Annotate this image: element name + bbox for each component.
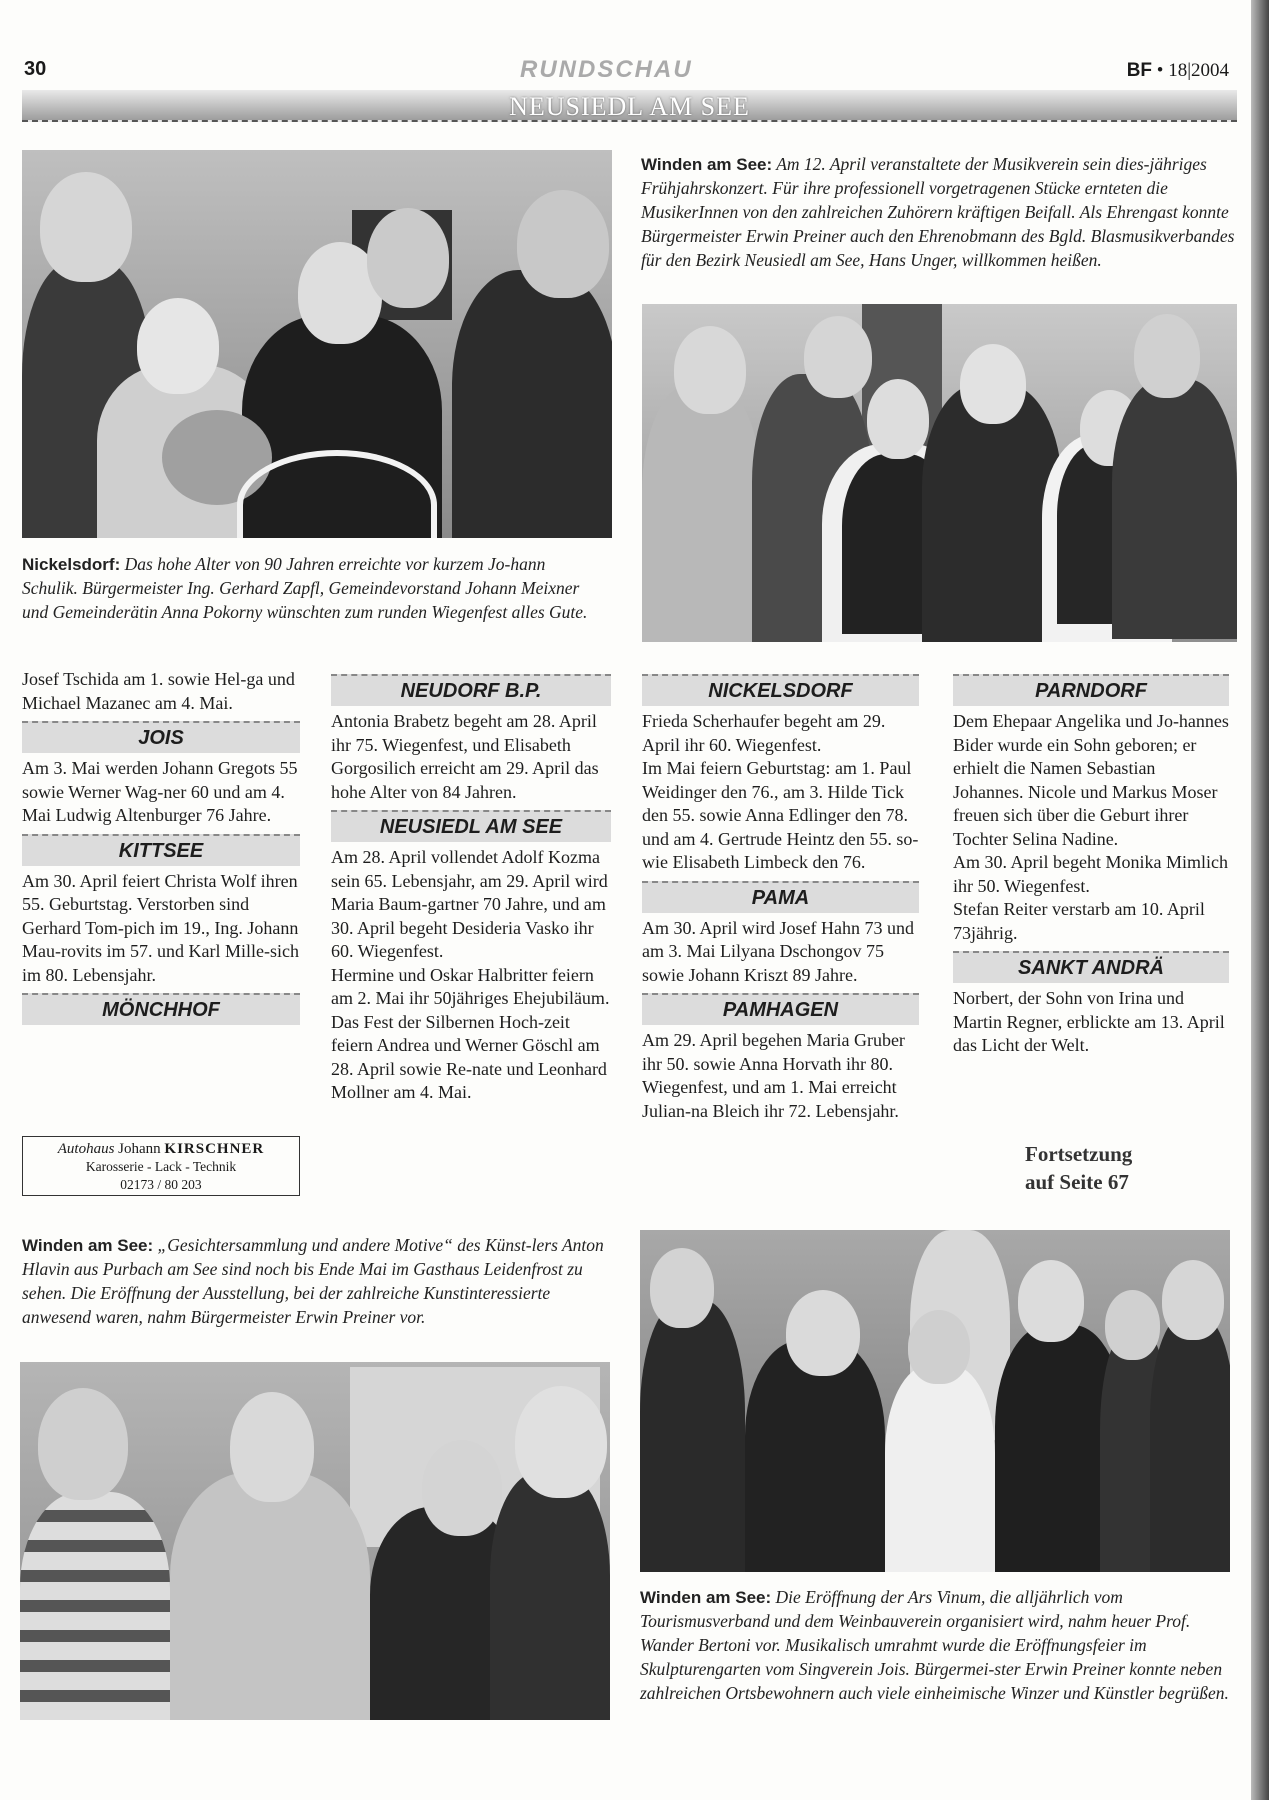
- text-intro: Josef Tschida am 1. sowie Hel-ga und Michael Mazanec am 4. Mai.: [22, 669, 295, 713]
- ad-phone: 02173 / 80 203: [120, 1177, 202, 1192]
- ad-services: Karosserie - Lack - Technik: [85, 1159, 237, 1174]
- heading-moenchhof: MÖNCHHOF: [22, 993, 300, 1025]
- caption-nickelsdorf: [22, 552, 602, 624]
- caption-place: Nickelsdorf:: [22, 555, 121, 574]
- continuation-line-2: auf Seite 67: [1025, 1170, 1129, 1194]
- heading-pama: PAMA: [642, 881, 919, 913]
- heading-pamhagen: PAMHAGEN: [642, 993, 919, 1025]
- text-sankt-andrae: Norbert, der Sohn von Irina und Martin Regner, erblickte am 13. April das Licht der Welt.: [953, 988, 1225, 1055]
- ad-name: KIRSCHNER: [164, 1141, 265, 1157]
- issue-separator: •: [1156, 60, 1164, 81]
- caption-text: Am 12. April veranstaltete der Musikverein sein dies-jähriges Frühjahrskonzert. Für ihre professionell vorgetragenen Stücke ernteten die MusikerInnen von den zahlreichen Zuhörern kräftigen Beifall. Als Ehrengast konnte Bürgermeister Erwin Preiner auch den Ehrenobmann des Bgld. Blasmusikverbandes für den Bezirk Neusiedl am See, Hans Unger, willkommen heißen.: [641, 154, 1235, 270]
- text-nickelsdorf-2: Im Mai feiern Geburtstag: am 1. Paul Weidinger den 76., am 3. Hilde Tick den 55. sowie Anna Edlinger den 78. und am 4. Gertrude Heintz den 55. so-wie Elisabeth Limbeck den 76.: [642, 758, 919, 872]
- text-parndorf-2: Am 30. April begeht Monika Mimlich ihr 50. Wiegenfest.: [953, 852, 1228, 896]
- text-jois: Am 3. Mai werden Johann Gregots 55 sowie Werner Wag-ner 60 und am 4. Mai Ludwig Altenburger 76 Jahre.: [22, 758, 298, 825]
- ad-kirschner: [22, 1136, 300, 1196]
- text-parndorf-3: Stefan Reiter verstarb am 10. April 73jährig.: [953, 899, 1205, 943]
- heading-nickelsdorf: NICKELSDORF: [642, 674, 919, 706]
- heading-sankt-andrae: SANKT ANDRÄ: [953, 951, 1229, 983]
- section-title: NEUSIEDL AM SEE: [509, 92, 750, 121]
- photo-winden-ausstellung: [20, 1362, 610, 1720]
- photo-winden-musikverein: [642, 304, 1237, 642]
- caption-winden-ausstellung: [22, 1233, 612, 1329]
- caption-winden-musikverein: [641, 152, 1241, 272]
- caption-place: Winden am See:: [22, 1236, 154, 1255]
- text-neusiedl-2: Hermine und Oskar Halbritter feiern am 2. Mai ihr 50jähriges Ehejubiläum.: [331, 964, 610, 1008]
- column-1: [22, 668, 300, 1029]
- issue-info: [1127, 60, 1229, 82]
- text-nickelsdorf-1: Frieda Scherhaufer begeht am 29. April ihr 60. Wiegenfest.: [642, 711, 886, 755]
- text-pama: Am 30. April wird Josef Hahn 73 und am 3. Mai Lilyana Dschongov 75 sowie Johann Kriszt 89 Jahre.: [642, 917, 914, 985]
- text-parndorf-1: Dem Ehepaar Angelika und Jo-hannes Bider wurde ein Sohn geboren; er erhielt die Namen Sebastian Johannes. Nicole und Markus Moser freuen sich über die Geburt ihrer Tochter Selina Nadine.: [953, 711, 1229, 849]
- column-4: [953, 674, 1229, 1058]
- caption-winden-ars-vinum: [640, 1585, 1230, 1705]
- ad-title: [23, 1140, 299, 1158]
- issue-number: 18|2004: [1168, 60, 1229, 81]
- text-neusiedl-1: Am 28. April vollendet Adolf Kozma sein 65. Lebensjahr, am 29. April wird Maria Baum-gartner 70 Jahre, und am 30. April begeht Desideria Vasko ihr 60. Wiegenfest.: [331, 847, 608, 961]
- photo-winden-ars-vinum: [640, 1230, 1230, 1572]
- text-neusiedl-3: Das Fest der Silbernen Hoch-zeit feiern Andrea und Werner Göschl am 28. April sowie Re-nate und Leonhard Mollner am 4. Mai.: [331, 1011, 607, 1102]
- photo-nickelsdorf: [22, 150, 612, 538]
- caption-place: Winden am See:: [641, 155, 773, 174]
- column-2: [331, 674, 611, 1105]
- masthead: RUNDSCHAU: [520, 56, 693, 83]
- heading-jois: JOIS: [22, 721, 300, 753]
- page-number: 30: [24, 58, 47, 80]
- text-pamhagen: Am 29. April begehen Maria Gruber ihr 50. sowie Anna Horvath ihr 80. Wiegenfest, und am 1. Mai erreicht Julian-na Bleich ihr 72. Lebensjahr.: [642, 1030, 905, 1121]
- continuation-note: [1025, 1140, 1132, 1196]
- page-edge-shadow: [1251, 0, 1269, 1800]
- heading-kittsee: KITTSEE: [22, 834, 300, 866]
- caption-text: Die Eröffnung der Ars Vinum, die alljährlich vom Tourismusverband und dem Weinbauverein organisiert wird, nahm heuer Prof. Wander Bertoni vor. Musikalisch umrahmt wurde die Eröffnungsfeier im Skulpturengarten vom Singverein Jois. Bürgermei-ster Erwin Preiner konnte neben zahlreichen Ortsbewohnern auch viele einheimische Winzer und Künstler begrüßen.: [640, 1587, 1229, 1703]
- caption-text: Das hohe Alter von 90 Jahren erreichte vor kurzem Jo-hann Schulik. Bürgermeister Ing. Gerhard Zapfl, Gemeindevorstand Johann Meixner und Gemeinderätin Anna Pokorny wünschten zum runden Wiegenfest alles Gute.: [22, 554, 588, 622]
- issue-prefix: BF: [1126, 60, 1153, 81]
- column-3: [642, 674, 919, 1123]
- caption-place: Winden am See:: [640, 1588, 772, 1607]
- ad-prefix: Autohaus: [57, 1141, 115, 1157]
- continuation-line-1: Fortsetzung: [1025, 1142, 1133, 1166]
- text-neudorf: Antonia Brabetz begeht am 28. April ihr 75. Wiegenfest, und Elisabeth Gorgosilich erreicht am 29. April das hohe Alter von 84 Jahren.: [331, 711, 599, 802]
- caption-text: „Gesichtersammlung und andere Motive“ des Künst-lers Anton Hlavin aus Purbach am See sind noch bis Ende Mai im Gasthaus Leidenfrost zu sehen. Die Eröffnung der Ausstellung, bei der zahlreiche Kunstinteressierte anwesend waren, nahm Bürgermeister Erwin Preiner vor.: [22, 1235, 604, 1327]
- text-kittsee: Am 30. April feiert Christa Wolf ihren 55. Geburtstag. Verstorben sind Gerhard Tom-pich im 19., Ing. Johann Mau-rovits im 57. und Karl Mille-sich im 80. Lebensjahr.: [22, 870, 299, 985]
- ad-first-name: Johann: [118, 1141, 161, 1157]
- heading-neusiedl: NEUSIEDL AM SEE: [331, 810, 611, 842]
- heading-neudorf: NEUDORF B.P.: [331, 674, 611, 706]
- section-band: [22, 90, 1237, 122]
- heading-parndorf: PARNDORF: [953, 674, 1229, 706]
